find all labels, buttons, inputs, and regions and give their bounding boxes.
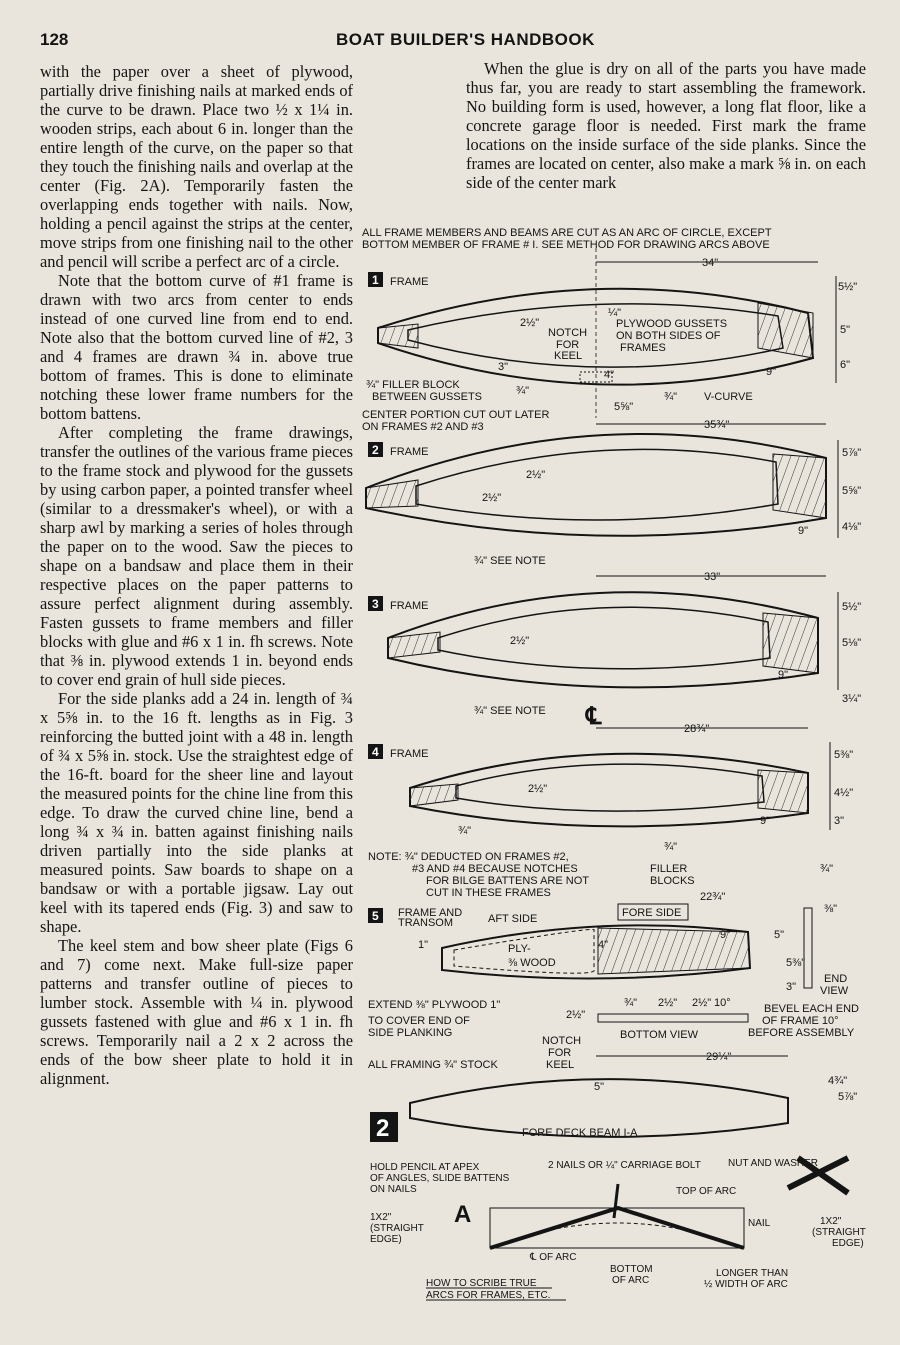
fig-2-number: 2 <box>376 1115 390 1142</box>
frame-3-see-note: ¾" SEE NOTE <box>474 705 546 717</box>
frame-2-label: FRAME <box>390 446 429 458</box>
arc-battens <box>490 1208 744 1248</box>
arc-bottom-2: OF ARC <box>612 1275 650 1286</box>
frame-5-top-three-eighth: ⅜" <box>824 903 838 915</box>
frame-1-width-dim: 34" <box>702 257 719 269</box>
frame-4-h2: 4½" <box>834 787 854 799</box>
frame-5-bevel-3: BEFORE ASSEMBLY <box>748 1027 855 1039</box>
frame-2-2half-a: 2½" <box>526 469 546 481</box>
arc-center: ℄ OF ARC <box>530 1252 577 1263</box>
fore-deck-beam-drawing <box>368 1035 857 1139</box>
frame-5-ply-2: ⅜ WOOD <box>508 957 556 969</box>
note-line-1: NOTE: ¾" DEDUCTED ON FRAMES #2, <box>368 851 569 863</box>
frame-2-2half-b: 2½" <box>482 492 502 504</box>
frame-5-2half-b: 2½" <box>658 997 678 1009</box>
frame-4-label: FRAME <box>390 748 429 760</box>
arc-hold-3: ON NAILS <box>370 1184 417 1195</box>
frame-3-centerline: ℄ <box>586 703 602 730</box>
arc-edge-left-1: 1X2" <box>370 1212 392 1223</box>
left-paragraph-1: with the paper over a sheet of plywood, partially drive finishing nails at marked ends of the curve to be drawn. Place two ½ x 1¼ in. wooden strips, each about 6 in. longer than the entire length of the curve, on the paper so that they touch the finishing nails and overlap at the center (Fig. 2A). Temporarily fasten the overlapping ends together with nails. Now, holding a pencil against the strips at the center, move strips from one finishing nail to the other and pencil will scribe a perfect arc of a circle. <box>40 62 353 271</box>
deck-h2: 5⅞" <box>838 1091 858 1103</box>
frame-5-10deg: 10° <box>714 997 731 1009</box>
frame-4-number: 4 <box>372 745 379 759</box>
frame-5-dim-22: 22¾" <box>700 891 726 903</box>
filler-blocks-2: FILLER <box>650 863 688 875</box>
frame-5-extend-2: TO COVER END OF <box>368 1015 470 1027</box>
frame-5-three-quarter: ¾" <box>624 997 638 1009</box>
frame-3-width-dim: 33" <box>704 571 721 583</box>
frame-5-bottom-view: BOTTOM VIEW <box>620 1029 699 1041</box>
frame-4-inner <box>456 764 764 811</box>
frame-1-vcurve: V-CURVE <box>704 391 753 403</box>
note-line-3: FOR BILGE BATTENS ARE NOT <box>426 875 589 887</box>
frame-3-outline <box>388 592 818 687</box>
deck-notch-2: FOR <box>548 1047 572 1059</box>
frame-5-title-1: FRAME AND <box>398 907 463 919</box>
deck-dim-5in: 5" <box>594 1081 605 1093</box>
frame-5-end-view-2: VIEW <box>820 985 849 997</box>
arc-hold-1: HOLD PENCIL AT APEX <box>370 1162 480 1173</box>
frame-5-2half-c: 2½" <box>692 997 712 1009</box>
left-paragraph-3: After completing the frame drawings, transfer the outlines of the various frame pieces to the frame stock and plywood for the gussets by using carbon paper, a pointed transfer wheel (similar to a dressmaker's wheel), or with a sharp awl by marking a series of holes through the paper on to the wood. Saw the pieces to shape on a bandsaw and place them in their respective places on the paper patterns to assure perfect alignment during assembly. Fasten gussets to frame members and filler blocks with glue and #6 x 1 in. fh screws. Note that ⅜ in. plywood extends 1 in. beyond ends to cover end grain of hull side pieces. <box>40 423 353 689</box>
frame-5-extend-1: EXTEND ⅜" PLYWOOD 1" <box>368 999 501 1011</box>
frame-1-drawing <box>366 248 857 418</box>
frame-1-filler-1: ¾" FILLER BLOCK <box>366 379 460 391</box>
frame-2-h2: 5⅝" <box>842 485 862 497</box>
frame-1-h3: 6" <box>840 359 851 371</box>
frame-5-title-2: TRANSOM <box>398 917 453 929</box>
frame-1-notch-3: KEEL <box>554 350 583 362</box>
left-column <box>40 62 353 1088</box>
caption-line-2: BOTTOM MEMBER OF FRAME # I. SEE METHOD FOR DRAWING ARCS ABOVE <box>362 239 770 251</box>
deduction-note <box>368 841 695 899</box>
frame-diagram-figure <box>358 218 870 1318</box>
frame-3-2half: 2½" <box>510 635 530 647</box>
frame-2-h1: 5⅞" <box>842 447 862 459</box>
filler-blocks-1: ¾" <box>664 841 678 853</box>
arc-nut-washer: NUT AND WASHER <box>728 1158 819 1169</box>
frame-1-filler-2: BETWEEN GUSSETS <box>372 391 483 403</box>
arc-longer-2: ½ WIDTH OF ARC <box>704 1279 788 1290</box>
deck-beam-label: FORE DECK BEAM I-A <box>522 1127 638 1139</box>
deck-h1: 4¾" <box>828 1075 848 1087</box>
frame-2-number: 2 <box>372 443 379 457</box>
page-header <box>40 28 880 54</box>
frame-5-dim-5in: 5" <box>774 929 785 941</box>
arc-how-to-1: HOW TO SCRIBE TRUE <box>426 1278 537 1289</box>
arc-nail: NAIL <box>748 1218 771 1229</box>
frame-5-top-three-quarter: ¾" <box>820 863 834 875</box>
frame-3-number: 3 <box>372 597 379 611</box>
frame-5-dim-3in: 3" <box>786 981 797 993</box>
frame-3-h2: 5⅛" <box>842 637 862 649</box>
arc-edge-left-2: (STRAIGHT <box>370 1223 424 1234</box>
arc-hold-2: OF ANGLES, SLIDE BATTENS <box>370 1173 510 1184</box>
frame-5-end-view-1: END <box>824 973 848 985</box>
frame-5-number: 5 <box>372 909 379 923</box>
right-column <box>466 59 866 192</box>
frame-1-2half: 2½" <box>520 317 540 329</box>
arc-edge-right-3: EDGE) <box>832 1238 864 1249</box>
frame-3-h1: 5½" <box>842 601 862 613</box>
page-number: 128 <box>40 30 69 49</box>
left-paragraph-5: The keel stem and bow sheer plate (Figs 6 and 7) come next. Make full-size paper patterns and transfer outline of pieces to lumber stock. Assemble with ¼ in. plywood gussets fastened with glue and #6 x 1 in. fh screws. Temporarily nail a 2 x 2 across the ends of the bow sheer plate to hold it in alignment. <box>40 936 353 1088</box>
filler-blocks-3: BLOCKS <box>650 875 695 887</box>
arc-letter-a: A <box>454 1201 472 1228</box>
frame-5-dim-4in: 4" <box>598 939 609 951</box>
arc-two-nails: 2 NAILS OR ¼" CARRIAGE BOLT <box>548 1160 701 1171</box>
left-paragraph-4: For the side planks add a 24 in. length of ¾ x 5⅝ in. to the 16 ft. lengths as in Fig. 3 reinforcing the butted joint with a 48 in. length of ¾ x 5⅝ in. stock. Use the straightest edge of the 16-ft. board for the sheer line and layout the measured points for the chine line from this edge. To draw the curved chine line, bend a long ¾ x ¾ in. batten against finishing nails driven partially into the side planks at measured points. Saw boards to shape on a bandsaw or with a portable jigsaw. Lay out keel with its tapered ends (Fig. 3) and saw to shape. <box>40 689 353 936</box>
frame-1-3in: 3" <box>498 361 509 373</box>
frame-1-gussets-3: FRAMES <box>620 342 666 354</box>
frame-2-9in: 9" <box>798 525 809 537</box>
frame-1-three-quarter: ¾" <box>516 385 530 397</box>
frame-5-dim-9in: 9" <box>720 929 731 941</box>
frame-1-gussets-2: ON BOTH SIDES OF <box>616 330 721 342</box>
frame-1-number: 1 <box>372 273 379 287</box>
caption-line-1: ALL FRAME MEMBERS AND BEAMS ARE CUT AS AN ARC OF CIRCLE, EXCEPT <box>362 227 772 239</box>
deck-all-framing: ALL FRAMING ¾" STOCK <box>368 1059 498 1071</box>
deck-notch-3: KEEL <box>546 1059 575 1071</box>
left-paragraph-2: Note that the bottom curve of #1 frame is drawn with two arcs from center to ends instead of one curved line from end to end. Note also that the bottom curved line of #2, 3 and 4 frames are drawn ¾ in. above true bottom of frames. This is done to eliminate notching these lower frame numbers for the bottom battens. <box>40 271 353 423</box>
frame-1-9in: 9" <box>766 366 777 378</box>
frame-1-three-quarter-2: ¾" <box>664 391 678 403</box>
frame-1-notch-1: NOTCH <box>548 327 588 339</box>
frame-1-gussets-1: PLYWOOD GUSSETS <box>616 318 728 330</box>
deck-width-dim: 29¼" <box>706 1051 732 1063</box>
frame-2-see-note: ¾" SEE NOTE <box>474 555 546 567</box>
arc-edge-left-3: EDGE) <box>370 1234 402 1245</box>
arc-method-drawing <box>370 1158 866 1301</box>
frame-3-9in: 9" <box>778 669 789 681</box>
frame-1-inner <box>408 304 783 367</box>
frame-4-h3: 3" <box>834 815 845 827</box>
frame-4-drawing <box>368 723 853 837</box>
frame-1-h2: 5" <box>840 324 851 336</box>
frame-4-9in: 9" <box>760 815 771 827</box>
frame-5-fore-side: FORE SIDE <box>622 907 682 919</box>
frame-4-2half: 2½" <box>528 783 548 795</box>
frame-3-h3: 3¼" <box>842 693 862 705</box>
note-line-2: #3 AND #4 BECAUSE NOTCHES <box>412 863 578 875</box>
frame-3-drawing <box>368 571 861 730</box>
arc-board-rect <box>490 1208 744 1248</box>
frame-2-width-dim: 35¾" <box>704 419 730 431</box>
frame-1-label: FRAME <box>390 276 429 288</box>
frame-5-bottom-view-rect <box>598 1014 748 1022</box>
frame-1-h1: 5½" <box>838 281 858 293</box>
frame-2-inner <box>416 449 778 520</box>
frame-5-bevel-1: BEVEL EACH END <box>764 1003 859 1015</box>
frame-1-five-eighth: 5⅝" <box>614 401 634 413</box>
frame-4-width-dim: 28¾" <box>684 723 710 735</box>
right-paragraph-1: When the glue is dry on all of the parts you have made thus far, you are ready to start assembling the framework. No building form is used, however, a long flat floor, like a concrete garage floor is needed. First mark the frame locations on the inside surface of the side planks. Since the frames are located on center, also make a mark ⅝ in. on each side of the center mark <box>466 59 866 192</box>
frame-1-outline <box>378 289 813 385</box>
frame-4-h1: 5⅜" <box>834 749 854 761</box>
arc-bottom-1: BOTTOM <box>610 1264 653 1275</box>
frame-1-quarter: ¼" <box>608 307 622 319</box>
frame-5-ply-1: PLY- <box>508 943 531 955</box>
frame-5-dim-5-3-8: 5⅜" <box>786 957 806 969</box>
arc-pencil <box>614 1184 618 1218</box>
running-head: BOAT BUILDER'S HANDBOOK <box>336 30 595 49</box>
frame-1-notch-2: FOR <box>556 339 580 351</box>
arc-longer-1: LONGER THAN <box>716 1268 789 1279</box>
arc-top-of-arc: TOP OF ARC <box>676 1186 737 1197</box>
arc-edge-right-2: (STRAIGHT <box>812 1227 866 1238</box>
arc-how-to-2: ARCS FOR FRAMES, ETC. <box>426 1290 551 1301</box>
deck-notch-1: NOTCH <box>542 1035 582 1047</box>
frame-5-extend-3: SIDE PLANKING <box>368 1027 453 1039</box>
frame-2-h3: 4⅛" <box>842 521 862 533</box>
frame-1-right-gusset <box>758 303 813 358</box>
frame-5-end-view-rect <box>804 908 812 988</box>
frame-2-center-note-1: CENTER PORTION CUT OUT LATER <box>362 409 550 421</box>
frame-5-dim-1in: 1" <box>418 939 429 951</box>
arc-edge-right-1: 1X2" <box>820 1216 842 1227</box>
frame-2-center-note-2: ON FRAMES #2 AND #3 <box>362 421 484 433</box>
frame-3-label: FRAME <box>390 600 429 612</box>
frame-5-2half-a: 2½" <box>566 1009 586 1021</box>
frame-3-inner <box>438 607 770 669</box>
frame-5-bevel-2: OF FRAME 10° <box>762 1015 839 1027</box>
frame-1-4in: 4" <box>604 369 615 381</box>
frame-5-aft-side: AFT SIDE <box>488 913 538 925</box>
frame-2-drawing <box>362 409 861 567</box>
frame-4-three-quarter: ¾" <box>458 825 472 837</box>
note-line-4: CUT IN THESE FRAMES <box>426 887 551 899</box>
